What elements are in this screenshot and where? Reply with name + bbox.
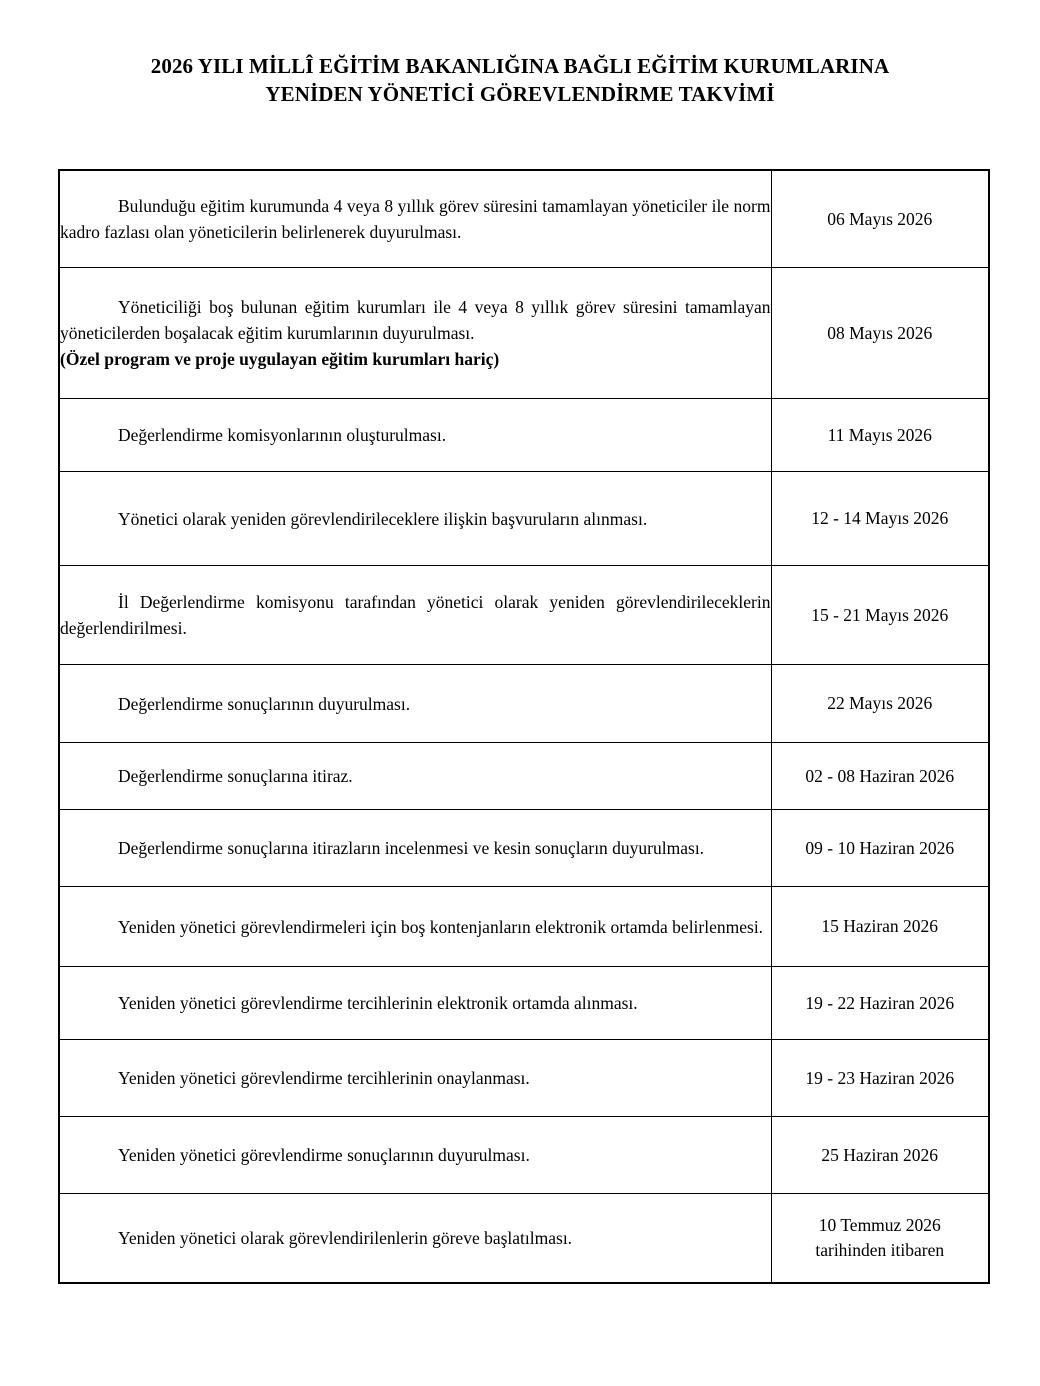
table-row <box>59 1040 989 1117</box>
row-description-text: Değerlendirme sonuçlarına itiraz. <box>118 766 353 786</box>
row-description-cell <box>59 268 771 399</box>
row-date-line: tarihinden itibaren <box>815 1240 945 1260</box>
row-description-cell <box>59 810 771 887</box>
row-date-line: 06 Mayıs 2026 <box>827 208 933 229</box>
row-date-line: 19 - 22 Haziran 2026 <box>805 992 955 1013</box>
row-description-text: Yönetici olarak yeniden görevlendirileceklere ilişkin başvuruların alınması. <box>118 508 648 529</box>
row-description-text: Yeniden yönetici görevlendirmeleri için boş kontenjanların elektronik ortamda belirlenmesi. <box>118 916 764 937</box>
row-description-cell <box>59 1040 771 1117</box>
row-date-line: 15 Haziran 2026 <box>821 916 939 936</box>
row-description-cell <box>59 566 771 665</box>
row-description-cell <box>59 743 771 810</box>
page-title-line-1: 2026 YILI MİLLÎ EĞİTİM BAKANLIĞINA BAĞLI EĞİTİM KURUMLARINA <box>150 54 890 78</box>
row-date-line: 10 Temmuz 2026 <box>818 1215 941 1235</box>
row-description-cell <box>59 887 771 967</box>
table-row <box>59 472 989 566</box>
row-description-note: (Özel program ve proje uygulayan eğitim kurumları hariç) <box>60 349 500 369</box>
row-description-text: Yeniden yönetici olarak görevlendirilenlerin göreve başlatılması. <box>118 1228 573 1248</box>
calendar-table-body <box>59 170 989 1283</box>
row-date-line: 22 Mayıs 2026 <box>827 693 933 713</box>
row-date-cell <box>771 1117 989 1194</box>
row-date-line: 19 - 23 Haziran 2026 <box>805 1067 955 1088</box>
row-description-text: Bulunduğu eğitim kurumunda 4 veya 8 yıllık görev süresini tamamlayan yöneticiler ile norm kadro fazlası olan yöneticilerin belirlenerek duyurulması. <box>60 196 771 242</box>
row-date-cell <box>771 268 989 399</box>
row-date-line: 12 - 14 Mayıs 2026 <box>811 508 949 528</box>
row-date-line: 25 Haziran 2026 <box>821 1144 939 1165</box>
page-title-line-2: YENİDEN YÖNETİCİ GÖREVLENDİRME TAKVİMİ <box>265 82 775 106</box>
row-description-text: Yöneticiliği boş bulunan eğitim kurumları ile 4 veya 8 yıllık görev süresini tamamlayan yöneticilerden boşalacak eğitim kurumlarının duyurulması. <box>60 297 771 343</box>
table-row <box>59 566 989 665</box>
row-date-line: 08 Mayıs 2026 <box>827 322 933 343</box>
row-date-cell <box>771 1194 989 1284</box>
row-description-cell <box>59 1117 771 1194</box>
row-date-cell <box>771 743 989 810</box>
row-date-cell <box>771 472 989 566</box>
table-row <box>59 967 989 1040</box>
table-row <box>59 1117 989 1194</box>
table-row <box>59 1194 989 1284</box>
row-description-cell <box>59 399 771 472</box>
row-description-text: Yeniden yönetici görevlendirme tercihlerinin elektronik ortamda alınması. <box>118 993 638 1013</box>
table-row <box>59 887 989 967</box>
row-date-line: 02 - 08 Haziran 2026 <box>805 765 955 786</box>
row-date-cell <box>771 170 989 268</box>
table-row <box>59 810 989 887</box>
row-description-cell <box>59 665 771 743</box>
row-date-cell <box>771 1040 989 1117</box>
row-date-cell <box>771 887 989 967</box>
table-row <box>59 399 989 472</box>
row-date-line: 09 - 10 Haziran 2026 <box>805 837 955 858</box>
calendar-table <box>58 169 990 1284</box>
row-date-line: 15 - 21 Mayıs 2026 <box>811 604 949 625</box>
row-date-cell <box>771 810 989 887</box>
table-row <box>59 665 989 743</box>
row-description-cell <box>59 967 771 1040</box>
table-row <box>59 268 989 399</box>
row-description-cell <box>59 1194 771 1284</box>
row-description-cell <box>59 170 771 268</box>
row-description-text: Değerlendirme sonuçlarına itirazların incelenmesi ve kesin sonuçların duyurulması. <box>118 838 705 858</box>
row-date-cell <box>771 665 989 743</box>
row-description-text: Değerlendirme komisyonlarının oluşturulması. <box>118 425 447 445</box>
row-date-cell <box>771 566 989 665</box>
calendar-table-container <box>58 169 988 1284</box>
row-date-line: 11 Mayıs 2026 <box>827 424 932 445</box>
row-description-cell <box>59 472 771 566</box>
table-row <box>59 170 989 268</box>
row-description-text: Yeniden yönetici görevlendirme tercihlerinin onaylanması. <box>118 1068 530 1088</box>
row-description-text: Değerlendirme sonuçlarının duyurulması. <box>118 693 411 714</box>
row-description-text: Yeniden yönetici görevlendirme sonuçlarının duyurulması. <box>118 1145 530 1165</box>
row-date-cell <box>771 399 989 472</box>
row-description-text: İl Değerlendirme komisyonu tarafından yönetici olarak yeniden görevlendirileceklerin değerlendirilmesi. <box>60 592 771 638</box>
table-row <box>59 743 989 810</box>
page-title <box>0 0 1040 108</box>
row-date-cell <box>771 967 989 1040</box>
